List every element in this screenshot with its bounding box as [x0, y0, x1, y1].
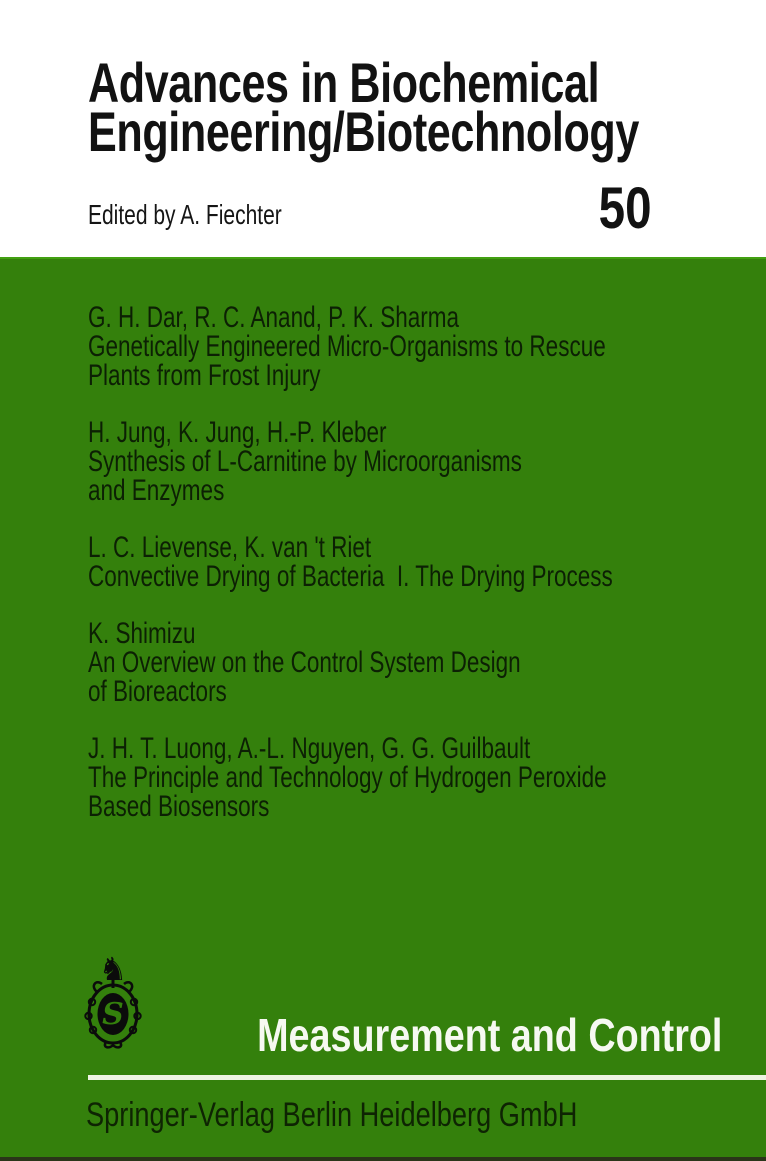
authors-line: H. Jung, K. Jung, H.-P. Kleber — [88, 416, 387, 449]
springer-emblem-graphic — [84, 950, 142, 1050]
article-title-line: Based Biosensors — [88, 790, 270, 823]
contents-list — [88, 303, 613, 849]
article-title-line: of Bioreactors — [88, 675, 227, 708]
series-subtitle: Measurement and Control — [256, 1009, 722, 1061]
authors-line: G. H. Dar, R. C. Anand, P. K. Sharma — [88, 301, 460, 334]
s-monogram: S — [102, 997, 124, 1032]
springer-emblem — [84, 950, 142, 1050]
authors-line: L. C. Lievense, K. van 't Riet — [88, 531, 372, 564]
knight-icon: ♞ — [98, 950, 128, 988]
divider-rule — [88, 1075, 766, 1080]
article-title-line: Plants from Frost Injury — [88, 359, 321, 392]
article-title-line: The Principle and Technology of Hydrogen Peroxide — [88, 761, 607, 794]
contents-entry — [88, 619, 613, 706]
series-title-line2: Engineering/Biotechnology — [88, 100, 639, 163]
article-title-line: Synthesis of L-Carnitine by Microorganisms — [88, 445, 522, 478]
authors-line: J. H. T. Luong, A.-L. Nguyen, G. G. Guilbault — [88, 732, 531, 765]
series-title-line1: Advances in Biochemical — [88, 51, 600, 114]
article-title-line: Convective Drying of Bacteria I. The Drying Process — [88, 560, 613, 593]
contents-entry — [88, 418, 613, 505]
volume-number: 50 — [599, 176, 652, 241]
editor-line: Edited by A. Fiechter — [88, 199, 282, 230]
contents-entry — [88, 734, 613, 821]
article-title-line: An Overview on the Control System Design — [88, 646, 521, 679]
authors-line: K. Shimizu — [88, 617, 196, 650]
bottom-shadow-edge — [0, 1157, 766, 1161]
article-title-line: Genetically Engineered Micro-Organisms to Rescue — [88, 330, 606, 363]
series-title — [88, 51, 639, 163]
publisher-line: Springer-Verlag Berlin Heidelberg GmbH — [86, 1096, 578, 1134]
article-title-line: and Enzymes — [88, 474, 225, 507]
green-band — [0, 257, 766, 1161]
contents-entry — [88, 303, 613, 390]
contents-entry — [88, 533, 613, 591]
